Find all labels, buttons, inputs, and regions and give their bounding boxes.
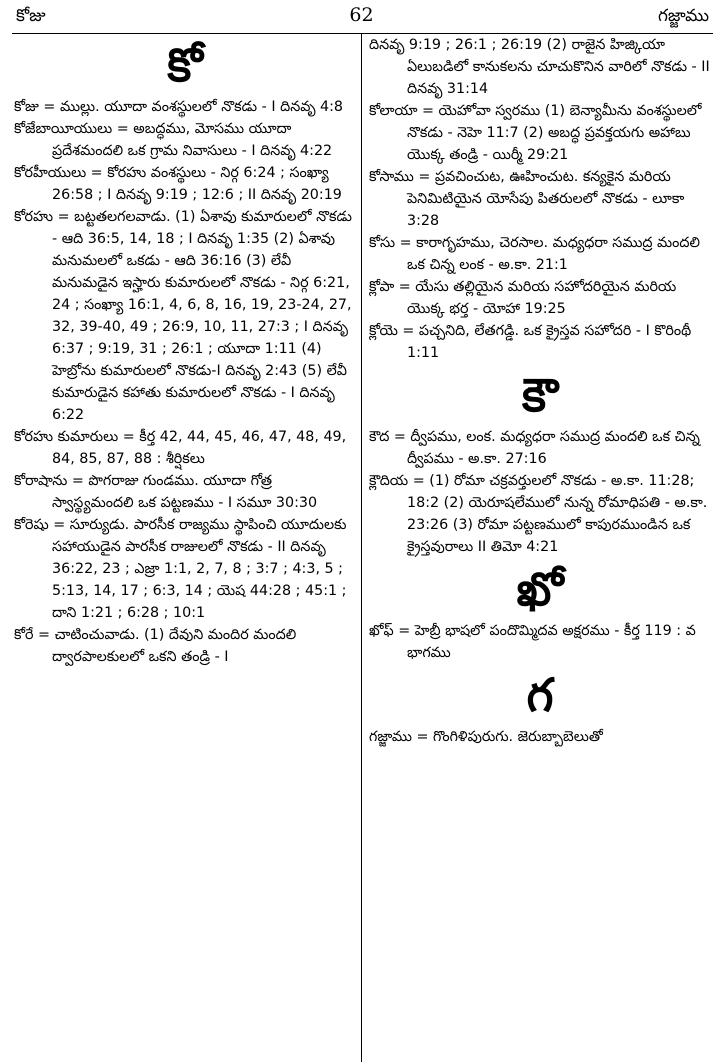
- dictionary-entry: కోజేబాయీయులు = అబద్ధము, మోసము యూదా ప్రదేశమందలి ఒక గ్రామ నివాసులు - I దినవృ 4:22: [14, 121, 333, 159]
- section-letter-kho: ఖో: [516, 562, 564, 616]
- right-column: [369, 34, 711, 748]
- dictionary-entry: కోరహీయులు = కోరహు వంశస్థులు - నిర్గ 6:24 ; సంఖ్యా 26:58 ; I దినవృ 9:19 ; 12:6 ; II దినవృ 20:19: [14, 165, 342, 203]
- dictionary-entry: ఖోఫ్ = హెబ్రీ భాషలో పందొమ్మిదవ అక్షరము - కీర్త 119 : వ భాగము: [369, 623, 696, 661]
- dictionary-entry: కోసు = కారాగృహము, చెరసాల. మధ్యధరా సముద్ర మందలి ఒక చిన్న లంక - అ.కా. 21:1: [369, 235, 700, 273]
- dictionary-entry: కౌద = ద్వీపము, లంక. మధ్యధరా సముద్ర మందలి ఒక చిన్న ద్వీపము - అ.కా. 27:16: [369, 429, 700, 467]
- dictionary-entry: కోరే = చాటించువాడు. (1) దేవుని మందిర మందలి ద్వారపాలకులలో ఒకని తండ్రి - I: [14, 627, 297, 665]
- dictionary-entry: క్లౌదియ = (1) రోమా చక్రవర్తులలో నొకడు - అ.కా. 11:28; 18:2 (2) యెరూషలేములో నున్న రోమాధిపతి - అ.కా. 23:26 (3) రోమా పట్టణములో కాపురముండిన ఒక క్రైస్తవురాలు II తిమో 4:21: [369, 473, 708, 555]
- page-number: 62: [349, 4, 374, 26]
- column-divider: [361, 34, 362, 1062]
- page-header: [0, 0, 723, 34]
- dictionary-entry: కోరహు = బట్టతలగలవాడు. (1) ఏశావు కుమారులలో నొకడు - ఆది 36:5, 14, 18 ; I దినవృ 1:35 (2) ఏశావు మనుమలలో ఒకడు - ఆది 36:16 (3) లేవీ మనుమడైన ఇస్హారు కుమారులలో నొకడు - నిర్గ 6:21, 24 ; సంఖ్యా 16:1, 4, 6, 8, 16, 19, 23-24, 27, 32, 39-40, 49 ; 26:9, 10, 11, 27:3 ; I దినవృ 6:37 ; 9:19, 31 ; 26:1 ; యూదా 1:11 (4) హెబ్రోను కుమారులలో నొకడు-I దినవృ 2:43 (5) లేవీ కుమారుడైన కహాతు కుమారులలో నొకడు - I దినవృ 6:22: [14, 209, 352, 423]
- dictionary-entry: కోరహు కుమారులు = కీర్త 42, 44, 45, 46, 47, 48, 49, 84, 85, 87, 88 : శీర్షికలు: [14, 429, 347, 467]
- dictionary-entry: గజ్జాము = గొంగిళిపురుగు. జెరుబ్బాబెలుతో: [369, 729, 603, 745]
- section-letter-kau: కౌ: [522, 368, 558, 422]
- header-left-guideword: కోజు: [16, 6, 46, 26]
- header-right-guideword: గజ్జాము: [657, 6, 709, 26]
- dictionary-entry-continued: దినవృ 9:19 ; 26:1 ; 26:19 (2) రాజైన హిజ్కియా ఏలుబడిలో కానుకలను చూచుకొనిన వారిలో నొకడు - II దినవృ 31:14: [369, 37, 710, 97]
- dictionary-entry: క్లోపా = యేసు తల్లియైన మరియ సహోదరియైన మరియ యొక్క భర్త - యోహా 19:25: [369, 279, 677, 317]
- section-letter-ko: కో: [167, 38, 203, 92]
- dictionary-entry: కోరెషు = సూర్యుడు. పారసీక రాజ్యము స్థాపించి యూదులకు సహాయుడైన పారసీక రాజులలో నొకడు - II దినవృ 36:22, 23 ; ఎజ్రా 1:1, 2, 7, 8 ; 3:7 ; 4:3, 5 ; 5:13, 14, 17 ; 6:3, 14 ; యెష 44:28 ; 45:1 ; దాని 1:21 ; 6:28 ; 10:1: [14, 517, 347, 621]
- dictionary-entry: కోరాషాను = పొగరాజు గుండము. యూదా గోత్ర స్వాస్థ్యమందలి ఒక పట్టణము - I సమూ 30:30: [14, 473, 318, 511]
- dictionary-entry: కోలాయా = యెహోవా స్వరము (1) బెన్యామీను వంశస్థులలో నొకడు - నెహె 11:7 (2) అబద్ధ ప్రవక్తయగు అహాబు యొక్క తండ్రి - యిర్మీ 29:21: [369, 103, 702, 163]
- section-letter-ga: గ: [526, 668, 554, 722]
- dictionary-entry: క్లోయె = పచ్చనిది, లేతగడ్డి. ఒక క్రైస్తవ సహోదరి - I కొరింథీ 1:11: [369, 323, 692, 361]
- left-column: [14, 34, 356, 668]
- dictionary-entry: కోసాము = ప్రవచించుట, ఊహించుట. కన్యకైన మరియ పెనిమిటియైన యోసేపు పితరులలో నొకడు - లూకా 3:28: [369, 169, 685, 229]
- dictionary-entry: కోజు = ముల్లు. యూదా వంశస్థులలో నొకడు - I దినవృ 4:8: [14, 99, 344, 115]
